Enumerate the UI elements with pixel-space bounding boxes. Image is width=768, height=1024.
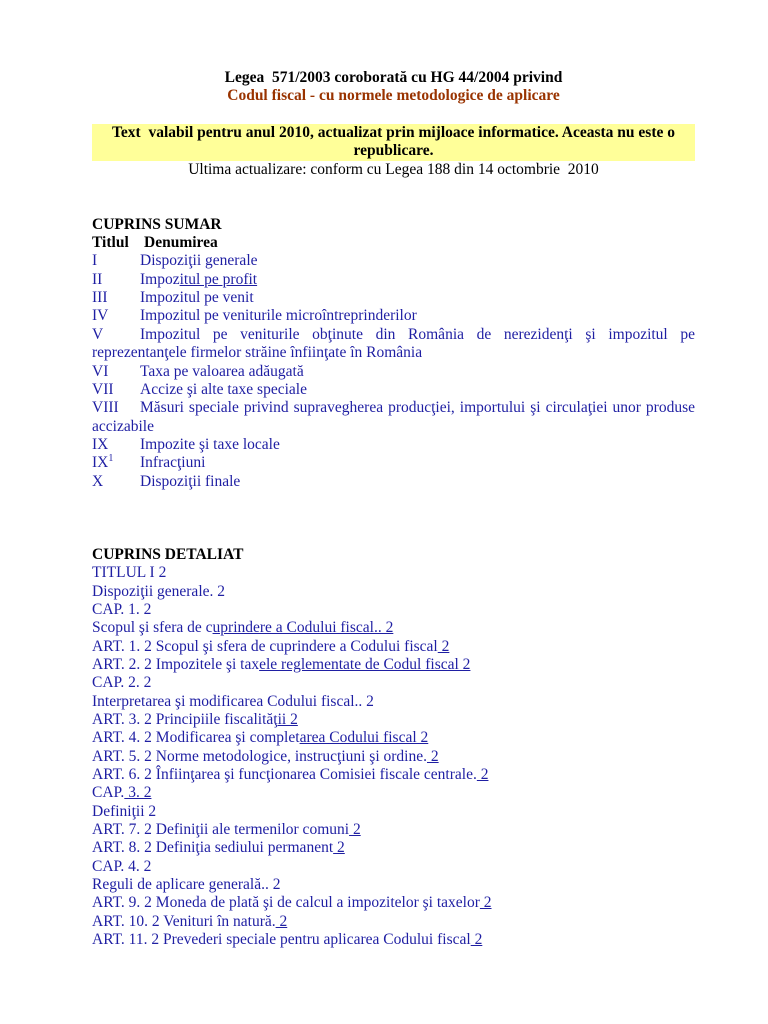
toc-entry[interactable]	[92, 858, 695, 876]
toc-entry-text: Scopul şi sfera de c	[92, 619, 213, 637]
toc-entry-text: ART. 1. 2 Scopul şi sfera de cuprindere a Codului fiscal	[92, 637, 438, 655]
toc-entry-underlined: uprindere a Codului fiscal.. 2	[212, 619, 394, 637]
summary-item-number: IV	[92, 307, 109, 325]
toc-entry-text: ART. 2. 2 Impozitele şi tax	[92, 656, 260, 674]
summary-item-number: VI	[92, 362, 109, 380]
summary-item[interactable]	[92, 381, 695, 399]
summary-item-number: IX	[92, 435, 109, 453]
summary-item[interactable]	[92, 289, 695, 307]
toc-entry[interactable]	[92, 803, 695, 821]
toc-entry-underlined: 2	[437, 637, 450, 655]
summary-item-number: X	[92, 472, 104, 490]
summary-item-number-text: IX	[92, 454, 109, 472]
toc-entry[interactable]	[92, 693, 695, 711]
toc-entry-text: CAP. 1. 2	[92, 600, 152, 618]
toc-entry-text: ART. 8. 2 Definiţia sediului permanent	[92, 839, 334, 857]
last-update: Ultima actualizare: conform cu Legea 188 din 14 octombrie 2010	[188, 160, 599, 178]
summary-item-name: Dispoziţii finale	[140, 472, 241, 490]
toc-entry-text: ART. 7. 2 Definiţii ale termenilor comuni	[92, 821, 350, 839]
document-subtitle: Codul fiscal - cu normele metodologice de aplicare	[227, 87, 560, 105]
summary-item-name: Măsuri speciale privind supravegherea producţiei, importului şi circulaţiei unor produse accizabile	[92, 399, 695, 435]
summary-item[interactable]	[92, 436, 695, 454]
toc-entry[interactable]	[92, 583, 695, 601]
toc-entry[interactable]	[92, 913, 695, 931]
summary-column-name: Denumirea	[144, 234, 218, 252]
toc-entry-underlined: 2	[349, 821, 361, 839]
toc-entry-text: ART. 4. 2 Modificarea şi complet	[92, 729, 300, 747]
toc-entry[interactable]	[92, 784, 695, 802]
summary-item-name: Impozitul pe veniturile microîntreprinderilor	[140, 307, 417, 325]
summary-item[interactable]	[92, 399, 695, 436]
summary-item-name: Impozitul pe venit	[140, 289, 254, 307]
toc-entry-underlined: 3. 2	[124, 784, 152, 802]
toc-entry[interactable]	[92, 748, 695, 766]
summary-item-number	[92, 454, 140, 472]
summary-item[interactable]	[92, 271, 695, 289]
toc-entry-underlined: 2	[427, 747, 439, 765]
toc-entry-text: CAP. 4. 2	[92, 857, 152, 875]
toc-entry[interactable]	[92, 821, 695, 839]
toc-entry-underlined: area Codului fiscal 2	[299, 729, 429, 747]
summary-item-number: II	[92, 270, 103, 288]
summary-item-name: Dispoziţii generale	[140, 252, 258, 270]
toc-entry-text: ART. 5. 2 Norme metodologice, instrucţiuni şi ordine.	[92, 747, 427, 765]
summary-item-number: VII	[92, 380, 114, 398]
summary-item[interactable]	[92, 454, 695, 472]
summary-item[interactable]	[92, 326, 695, 363]
toc-entry[interactable]	[92, 711, 695, 729]
summary-item-number: V	[92, 325, 104, 343]
summary-item-number: III	[92, 289, 108, 307]
toc-entry-text: ART. 6. 2 Înfiinţarea şi funcţionarea Comisiei fiscale centrale.	[92, 766, 477, 784]
summary-item-name: Impoz	[140, 270, 180, 288]
toc-entry[interactable]	[92, 564, 695, 582]
toc-entry[interactable]	[92, 656, 695, 674]
toc-entry[interactable]	[92, 894, 695, 912]
summary-item[interactable]	[92, 473, 695, 491]
toc-entry[interactable]	[92, 766, 695, 784]
document-page	[92, 69, 695, 950]
summary-item-name: Accize şi alte taxe speciale	[140, 380, 307, 398]
detail-heading: CUPRINS DETALIAT	[92, 545, 244, 563]
toc-entry[interactable]	[92, 839, 695, 857]
toc-entry-underlined: ii 2	[277, 711, 298, 729]
document-title: Legea 571/2003 coroborată cu HG 44/2004 privind	[224, 69, 563, 86]
toc-entry-text: Interpretarea şi modificarea Codului fiscal.. 2	[92, 692, 374, 710]
toc-entry-text: ART. 3. 2 Principiile fiscalităţ	[92, 711, 278, 729]
summary-item[interactable]	[92, 307, 695, 325]
toc-entry-underlined: 2	[476, 766, 489, 784]
toc-entry[interactable]	[92, 876, 695, 894]
summary-item-name: Impozitul pe veniturile obţinute din România de nerezidenţi şi impozitul pe reprezentanţele firmelor străine înfiinţate în România	[92, 325, 695, 362]
summary-heading: CUPRINS SUMAR	[92, 215, 222, 233]
toc-entry[interactable]	[92, 674, 695, 692]
toc-entry-underlined: 2	[470, 931, 483, 949]
toc-entry-text: TITLUL I 2	[92, 564, 167, 582]
toc-entry[interactable]	[92, 601, 695, 619]
toc-entry-text: ART. 11. 2 Prevederi speciale pentru aplicarea Codului fiscal	[92, 931, 471, 949]
toc-entry[interactable]	[92, 638, 695, 656]
toc-entry-text: ART. 9. 2 Moneda de plată şi de calcul a impozitelor şi taxelor	[92, 894, 480, 912]
toc-entry-text: Definiţii 2	[92, 802, 157, 820]
toc-entry[interactable]	[92, 931, 695, 949]
summary-item-name-underlined: itul pe profit	[179, 270, 258, 288]
summary-item-name: Taxa pe valoarea adăugată	[140, 362, 304, 380]
summary-item-superscript: 1	[108, 453, 114, 465]
toc-entry-text: Dispoziţii generale. 2	[92, 582, 225, 600]
summary-item-name: Infracţiuni	[140, 454, 206, 472]
toc-entry-underlined: 2	[479, 894, 492, 912]
toc-entry-underlined: 2	[333, 839, 345, 857]
toc-entry-underlined: ele reglementate de Codul fiscal 2	[259, 656, 471, 674]
toc-entry-text: Reguli de aplicare generală.. 2	[92, 876, 281, 894]
toc-entry-text: CAP. 2. 2	[92, 674, 152, 692]
toc-entry-text: CAP.	[92, 784, 125, 802]
toc-entry-underlined: 2	[275, 912, 288, 930]
summary-item-name: Impozite şi taxe locale	[140, 435, 280, 453]
toc-entry[interactable]	[92, 729, 695, 747]
validity-notice: Text valabil pentru anul 2010, actualizat prin mijloace informatice. Aceasta nu este o republicare.	[92, 124, 695, 161]
summary-column-headers	[92, 234, 695, 252]
summary-item[interactable]	[92, 252, 695, 270]
summary-column-title: Titlul	[92, 234, 129, 252]
toc-entry-text: ART. 10. 2 Venituri în natură.	[92, 912, 276, 930]
toc-entry[interactable]	[92, 619, 695, 637]
summary-item-number: VIII	[92, 399, 119, 417]
summary-item[interactable]	[92, 363, 695, 381]
summary-item-number: I	[92, 252, 98, 270]
